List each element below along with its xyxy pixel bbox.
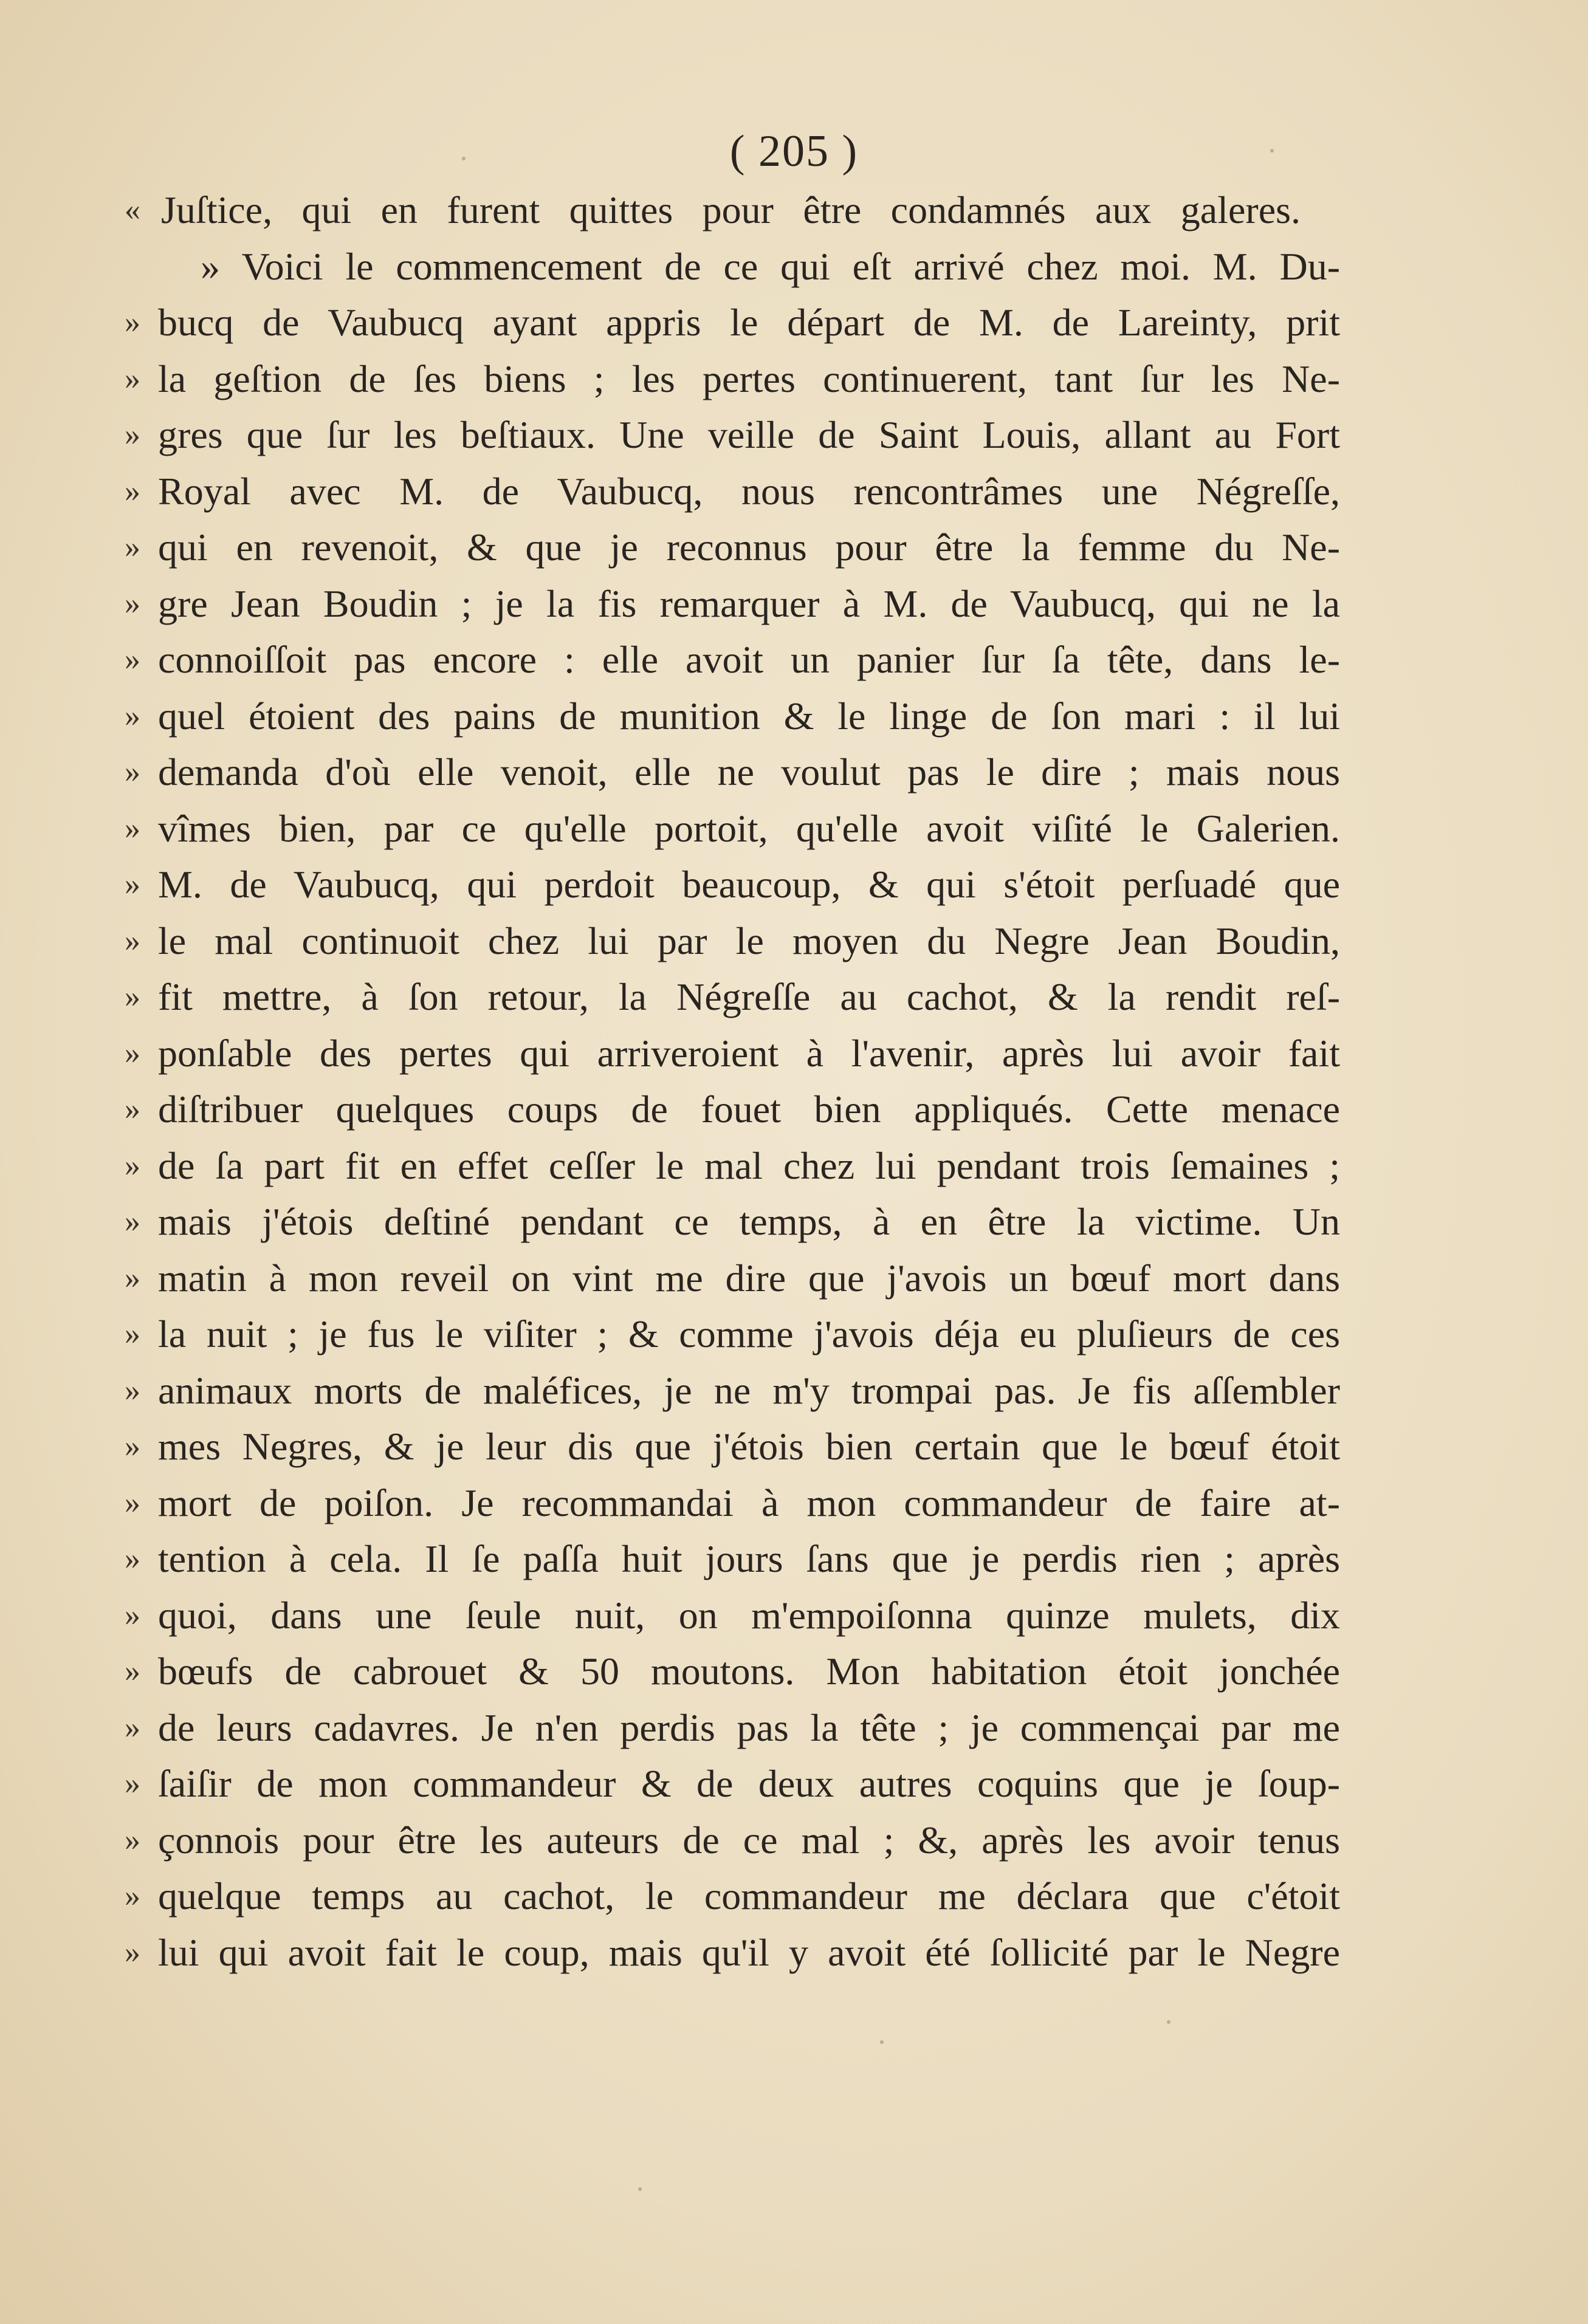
line-text: gres que ſur les beſtiaux. Une veille de Saint Louis, allant au Fort (158, 413, 1340, 456)
text-line (125, 1868, 1340, 1925)
quotation-mark: » (125, 1429, 140, 1464)
quotation-mark: » (125, 923, 140, 958)
text-line (125, 1531, 1340, 1588)
quotation-mark: » (125, 473, 140, 509)
quotation-mark: » (125, 642, 140, 677)
text-line (125, 295, 1340, 351)
text-line (125, 1081, 1340, 1138)
line-text: mes Negres, & je leur dis que j'étois bien certain que le bœuf étoit (158, 1425, 1340, 1468)
text-line (125, 1700, 1340, 1757)
quotation-mark: » (125, 1710, 140, 1745)
quotation-mark: » (125, 979, 140, 1014)
text-line (125, 1644, 1340, 1700)
quotation-mark: » (125, 1035, 140, 1071)
text-line (125, 239, 1340, 295)
quotation-mark: » (125, 586, 140, 621)
quotation-mark: » (125, 530, 140, 564)
text-line (125, 857, 1340, 913)
line-text: de leurs cadavres. Je n'en perdis pas la tête ; je commençai par me (158, 1705, 1340, 1749)
line-text: de ſa part fit en effet ceſſer le mal chez lui pendant trois ſemaines ; (158, 1143, 1340, 1187)
text-line (125, 1812, 1340, 1869)
text-line (125, 1925, 1340, 1981)
line-text: Juſtice, qui en furent quittes pour être condamnés aux galeres. (161, 188, 1301, 231)
line-text: ponſable des pertes qui arriveroient à l'avenir, après lui avoir fait (158, 1031, 1340, 1075)
quotation-mark: » (125, 305, 140, 340)
quotation-mark: » (125, 698, 140, 733)
text-line (125, 688, 1340, 745)
text-line (125, 913, 1340, 970)
quotation-mark: « (125, 193, 140, 227)
text-line (125, 1138, 1340, 1195)
text-line (125, 351, 1340, 408)
text-line (125, 407, 1340, 464)
quotation-mark: » (125, 1935, 140, 1970)
line-text: quoi, dans une ſeule nuit, on m'empoiſonna quinze mulets, dix (158, 1593, 1340, 1637)
text-line (125, 464, 1340, 520)
line-text: la geſtion de ſes biens ; les pertes continuerent, tant ſur les Ne- (158, 357, 1340, 400)
paper-speck (1167, 2020, 1170, 2024)
line-text: qui en revenoit, & que je reconnus pour être la femme du Ne- (158, 526, 1340, 569)
line-text: quelque temps au cachot, le commandeur me déclara que c'étoit (158, 1874, 1340, 1918)
quotation-mark: » (125, 1148, 140, 1183)
text-line (125, 519, 1340, 576)
quotation-mark: » (125, 1597, 140, 1633)
quotation-mark: » (125, 755, 140, 789)
line-text: matin à mon reveil on vint me dire que j'avois un bœuf mort dans (158, 1256, 1340, 1300)
line-text: mais j'étois deſtiné pendant ce temps, à en être la victime. Un (158, 1200, 1340, 1243)
quotation-mark: » (125, 1879, 140, 1913)
line-text: diſtribuer quelques coups de fouet bien appliqués. Cette menace (158, 1088, 1340, 1131)
text-line (125, 182, 1340, 239)
quotation-mark: » (125, 1541, 140, 1576)
line-text: le mal continuoit chez lui par le moyen du Negre Jean Boudin, (158, 919, 1340, 962)
text-line (125, 1756, 1340, 1812)
quotation-mark: » (125, 1654, 140, 1688)
text-line (125, 1363, 1340, 1419)
line-text: bucq de Vaubucq ayant appris le départ de M. de Lareinty, prit (158, 301, 1340, 344)
line-text: » Voici le commencement de ce qui eſt arrivé chez moi. M. Du- (201, 244, 1340, 288)
quotation-mark: » (125, 1317, 140, 1351)
paper-speck (1270, 149, 1274, 153)
text-line (125, 1419, 1340, 1475)
text-line (125, 1194, 1340, 1250)
line-text: mort de poiſon. Je recommandai à mon commandeur de faire at- (158, 1481, 1340, 1524)
line-text: gre Jean Boudin ; je la fis remarquer à M. de Vaubucq, qui ne la (158, 581, 1340, 625)
text-line (125, 632, 1340, 688)
line-text: lui qui avoit fait le coup, mais qu'il y avoit été ſollicité par le Negre (158, 1930, 1340, 1974)
quotation-mark: » (125, 811, 140, 846)
quotation-mark: » (125, 1092, 140, 1126)
quotation-mark: » (125, 1373, 140, 1408)
quotation-mark: » (125, 1485, 140, 1520)
text-line (125, 969, 1340, 1026)
text-line (125, 1588, 1340, 1644)
quotation-mark: » (125, 1766, 140, 1801)
line-text: connoiſſoit pas encore : elle avoit un panier ſur ſa tête, dans le- (158, 638, 1340, 681)
line-text: tention à cela. Il ſe paſſa huit jours ſans que je perdis rien ; après (158, 1537, 1340, 1580)
page-number: ( 205 ) (729, 126, 859, 176)
line-text: la nuit ; je fus le viſiter ; & comme j'avois déja eu pluſieurs de ces (158, 1312, 1340, 1356)
quotation-mark: » (125, 1260, 140, 1295)
paper-speck (462, 157, 466, 160)
line-text: çonnois pour être les auteurs de ce mal ; &, après les avoir tenus (158, 1818, 1340, 1862)
quotation-mark: » (125, 361, 140, 396)
text-line (125, 1306, 1340, 1363)
line-text: animaux morts de maléfices, je ne m'y trompai pas. Je fis aſſembler (158, 1368, 1340, 1412)
line-text: M. de Vaubucq, qui perdoit beaucoup, & qui s'étoit perſuadé que (158, 863, 1340, 906)
quotation-mark: » (125, 867, 140, 902)
line-text: quel étoient des pains de munition & le linge de ſon mari : il lui (158, 694, 1340, 738)
paper-speck (880, 2040, 884, 2044)
quotation-mark: » (125, 417, 140, 452)
line-text: demanda d'où elle venoit, elle ne voulut pas le dire ; mais nous (158, 750, 1340, 794)
paper-speck (638, 2187, 642, 2191)
text-line (125, 744, 1340, 801)
line-text: vîmes bien, par ce qu'elle portoit, qu'elle avoit viſité le Galerien. (158, 806, 1340, 850)
text-line (125, 1250, 1340, 1307)
line-text: Royal avec M. de Vaubucq, nous rencontrâmes une Négreſſe, (158, 469, 1340, 513)
body-text (125, 182, 1340, 1981)
text-line (125, 1026, 1340, 1082)
line-text: bœufs de cabrouet & 50 moutons. Mon habitation étoit jonchée (158, 1650, 1340, 1693)
line-text: ſaiſir de mon commandeur & de deux autres coquins que je ſoup- (158, 1762, 1340, 1805)
quotation-mark: » (125, 1822, 140, 1857)
text-line (125, 801, 1340, 857)
quotation-mark: » (125, 1204, 140, 1239)
text-line (125, 576, 1340, 632)
text-line (125, 1475, 1340, 1532)
line-text: fit mettre, à ſon retour, la Négreſſe au cachot, & la rendit reſ- (158, 975, 1340, 1018)
